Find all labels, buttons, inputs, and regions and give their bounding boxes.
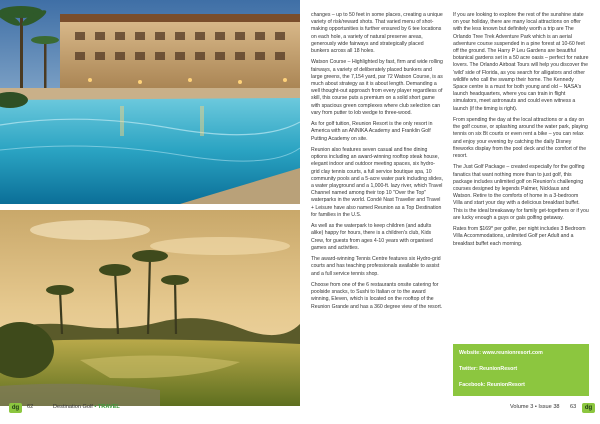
contact-info-box (453, 344, 589, 396)
dg-logo: dg (9, 403, 22, 413)
dg-logo: dg (582, 403, 595, 413)
paragraph: If you are looking to explore the rest of the sunshine state on your holiday, there are many local attractions on offer with the less known but definitely worth a trip are The Orlando Tree Trek Adventure Park which is an aerial adventure course suspended in a pine forest at 10-60 feet off the ground. The Harry P Leu Gardens are beautiful botanical gardens set in a 50 acre oasis – perfect for nature lovers. The Orlando Airboat Tours will help you discover the 'wild' side of Florida, as you search for alligators and other wildlife who call the swamp their home. The Kennedy Space centre is a must for both young and old – NASA's launch headquarters, where you can train in flight simulators, meet astronauts and could even witness a launch (if the timing is right). (453, 12, 589, 112)
paragraph: From spending the day at the local attractions or a day on the golf course, or splashing around the water park, playing tennis on six Bt courts or even rent a bike – you can relax and enjoy your evening by catching the daily Disney fireworks display from the pool deck and the comfort of the resort. (453, 117, 588, 160)
magazine-title (53, 404, 120, 410)
paragraph: Reunion also features seven casual and fine dining options including an award-winning rooftop steak house, elegant indoor and outdoor meeting spaces, six hydro-grid clay tennis courts, a full service boutique spa, 10 community pools and a 5-acre water park including slides, a water playground and a 1,000-ft. lazy river, which Travel Channel named among their top 10 "Over the Top" waterparks in the world. Condé Nast Traveller and Travel + Leisure have also named Reunion as a Top Destination for families in the U.S. (311, 147, 444, 218)
magazine-name: Destination Golf (53, 404, 93, 410)
article-column-middle (311, 12, 443, 315)
paragraph: Rates from $169* per golfer, per night includes 3 Bedroom Villa Accommodations, unlimited Golf per Adult and a breakfast buffet each morning. (453, 226, 586, 247)
paragraph: Choose from one of the 6 restaurants onsite catering for poolside snacks, to Sushi to Italian or to the award winning, Eleven, which is located on the rooftop of the Reunion Grande and has a 360 degree view of the resort. (311, 282, 443, 310)
paragraph: changes – up to 50 feet in some places, creating a unique variety of risk/reward shots. That varied menu of shot-making opportunities is further ensured by 6 tee locations on each hole, a variety of natural preserve areas, generously wide fairways and strategically placed bunkers across all 18 holes. (311, 12, 443, 55)
article-column-right (453, 12, 589, 252)
paragraph: The Just Golf Package – created especially for the golfing fanatics that want nothing more than to just golf, this package includes unlimited golf on Reunion's challenging courses designed by legends Palmer, Nicklaus and Watson. Retire to the comforts of home in a 3-bedroom Villa and start your day with a delicious breakfast buffet. This is the ideal breakaway for family get-togethers or if you are lucky enough a guys or gals golfing getaway. (453, 164, 589, 221)
magazine-accent: • TRAVEL (92, 404, 120, 410)
golf-course-photo-image (0, 210, 300, 406)
facebook-link[interactable]: Facebook: ReunionResort (459, 382, 525, 388)
paragraph: Watson Course – Highlighted by fast, firm and wide rolling fairways, a variety of deliberately placed bunkers and large greens, the 7,154 yard, par 72 Watson Course, is as much about strategy as it is about length. Demanding a well thought-out approach from every player regardless of skill, this course puts a premium on a solid short game with spacious green complexes where club selection can vary from putter to lob wedge to three-wood. (311, 59, 443, 116)
website-link[interactable]: Website: www.reunionresort.com (459, 350, 543, 356)
paragraph: The award-winning Tennis Centre features six Hydro-grid courts and has teaching professionals available to assist and a full service tennis shop. (311, 256, 441, 277)
page-number-right: 63 (570, 404, 577, 410)
golf-course-photo (0, 210, 300, 406)
issue-label: Volume 3 • Issue 38 (510, 404, 560, 410)
pool-photo (0, 0, 300, 204)
paragraph: As well as the waterpark to keep children (and adults alike) happy for hours, there is a children's club, Kids Crew, for guests from ages 4-10 years with organised games and activities. (311, 223, 433, 251)
page-number-left: 62 (27, 404, 34, 410)
pool-photo-image (0, 0, 300, 204)
paragraph: As for golf tuition, Reunion Resort is the only resort in America with an ANNIKA Academy and Franklin Golf Putting Academy on site. (311, 121, 433, 142)
twitter-link[interactable]: Twitter: ReunionResort (459, 366, 518, 372)
